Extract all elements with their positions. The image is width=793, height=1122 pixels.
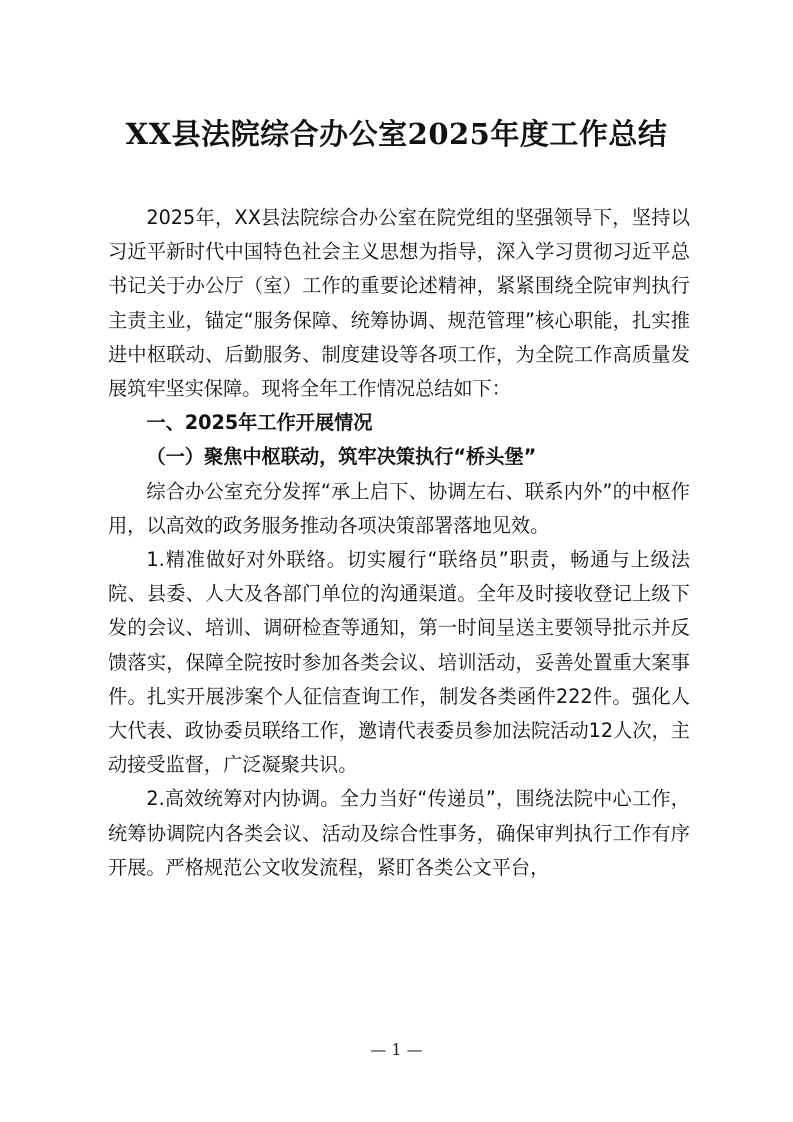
- subsection-intro-paragraph: 综合办公室充分发挥“承上启下、协调左右、联系内外”的中枢作用，以高效的政务服务推动各项决策部署落地见效。: [108, 479, 690, 537]
- item-1-paragraph: 1.精准做好对外联络。切实履行“联络员”职责，畅通与上级法院、县委、人大及各部门单位的沟通渠道。全年及时接收登记上级下发的会议、培训、调研检查等通知，第一时间呈送主要领导批示并反馈落实，保障全院按时参加各类会议、培训活动，妥善处置重大案事件。扎实开展涉案个人征信查询工作，制发各类函件222件。强化人大代表、政协委员联络工作，邀请代表委员参加法院活动12人次，主动接受监督，广泛凝聚共识。: [108, 548, 690, 777]
- intro-paragraph: 2025年，XX县法院综合办公室在院党组的坚强领导下，坚持以习近平新时代中国特色社会主义思想为指导，深入学习贯彻习近平总书记关于办公厅（室）工作的重要论述精神，紧紧围绕全院审判执行主责主业，锚定“服务保障、统筹协调、规范管理”核心职能，扎实推进中枢联动、后勤服务、制度建设等各项工作，为全院工作高质量发展筑牢坚实保障。现将全年工作情况总结如下：: [108, 206, 690, 401]
- document-title: XX县法院综合办公室2025年度工作总结: [125, 117, 668, 151]
- subsection-heading-1: （一）聚焦中枢联动，筑牢决策执行“桥头堡”: [146, 445, 537, 469]
- section-heading-1: 一、2025年工作开展情况: [146, 411, 373, 435]
- document-body: [108, 201, 690, 885]
- item-2-paragraph: 2.高效统筹对内协调。全力当好“传递员”，围绕法院中心工作，统筹协调院内各类会议、活动及综合性事务，确保审判执行工作有序开展。严格规范公文收发流程，紧盯各类公文平台，: [108, 787, 690, 879]
- page-number: — 1 —: [370, 1040, 423, 1059]
